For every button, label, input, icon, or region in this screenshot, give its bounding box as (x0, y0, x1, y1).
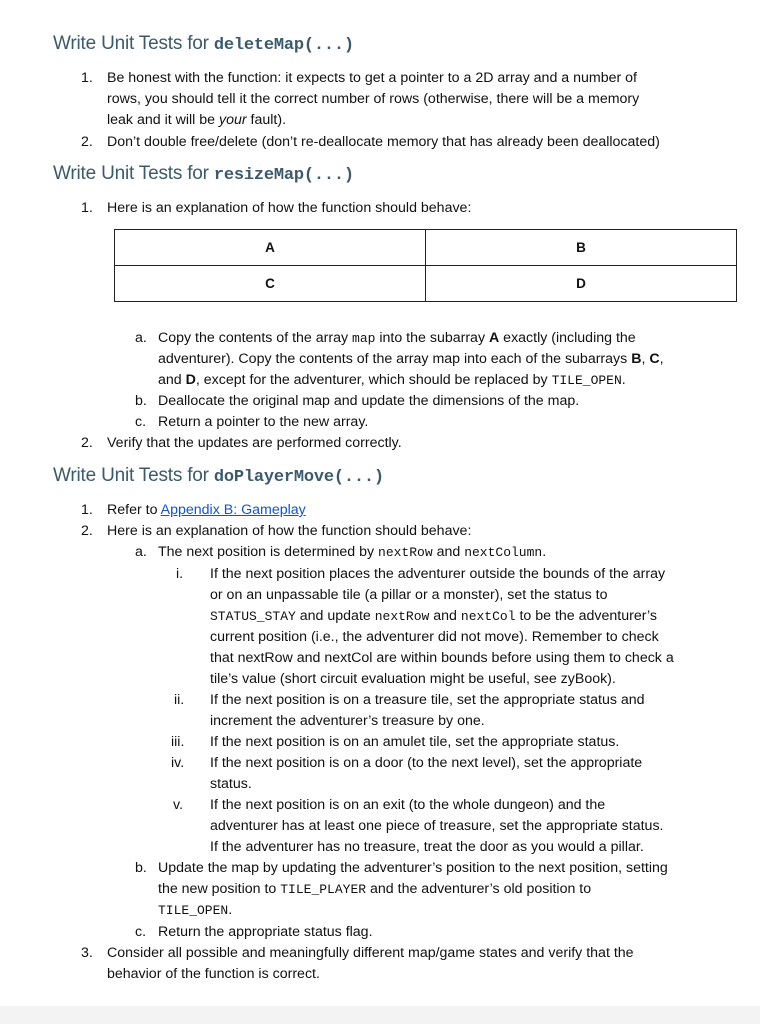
heading-code: doPlayerMove(...) (213, 468, 384, 487)
list-letter: a. (135, 330, 147, 346)
inline-code: TILE_OPEN (551, 373, 622, 388)
inline-code: nextRow (374, 609, 430, 624)
list-item-text: that nextRow and nextCol are within bounds before using them to check a (210, 650, 674, 666)
list-roman: i. (176, 566, 184, 582)
appendix-link[interactable]: Appendix B: Gameplay (160, 502, 306, 518)
table-cell-d: D (426, 266, 737, 302)
list-item-text: If the next position is on a treasure tile, set the appropriate status and (210, 692, 645, 708)
list-item-text: If the next position places the adventurer outside the bounds of the array (210, 566, 666, 582)
list-item-text: leak and it will be your fault). (107, 112, 287, 128)
list-roman: ii. (174, 692, 185, 708)
list-item-text: If the next position is on an amulet tile, set the appropriate status. (210, 734, 620, 750)
list-item-text: Consider all possible and meaningfully different map/game states and verify that the (107, 945, 634, 961)
inline-code: map (352, 331, 376, 346)
quadrant-table (114, 229, 737, 302)
inline-code: TILE_OPEN (158, 903, 229, 918)
list-number: 2. (81, 523, 93, 539)
list-item-text: Here is an explanation of how the function should behave: (107, 523, 472, 539)
list-letter: b. (135, 393, 147, 409)
table-cell-a: A (115, 230, 426, 266)
table-row (115, 230, 737, 266)
list-item-text: Update the map by updating the adventurer’s position to the next position, setting (158, 860, 668, 876)
list-item-text: rows, you should tell it the correct number of rows (otherwise, there will be a memory (107, 91, 640, 107)
page-bottom-band (0, 1006, 760, 1024)
list-item-text: or on an unpassable tile (a pillar or a monster), set the status to (210, 587, 608, 603)
heading-resize-map: Write Unit Tests for resizeMap(...) (53, 163, 354, 185)
emphasis: your (218, 112, 247, 128)
table-cell-b: B (426, 230, 737, 266)
inline-code: nextCol (460, 609, 516, 624)
list-item-text: If the next position is on an exit (to the whole dungeon) and the (210, 797, 606, 813)
list-letter: c. (135, 924, 147, 940)
list-item-text: status. (210, 776, 252, 792)
inline-code: nextRow (378, 545, 433, 560)
list-item-text: Be honest with the function: it expects to get a pointer to a 2D array and a number of (107, 70, 637, 86)
inline-code: nextColumn (464, 545, 543, 560)
list-item-text: The next position is determined by nextRow and nextColumn. (158, 544, 547, 560)
inline-code: STATUS_STAY (210, 609, 296, 624)
list-item-text: increment the adventurer’s treasure by one. (210, 713, 485, 729)
list-number: 1. (81, 200, 93, 216)
list-item-text: the new position to TILE_PLAYER and the adventurer’s old position to (158, 881, 592, 897)
list-item-text: tile’s value (short circuit evaluation might be useful, see zyBook). (210, 671, 616, 687)
list-number: 1. (81, 70, 93, 86)
list-item-text: Refer to Appendix B: Gameplay (107, 502, 306, 518)
heading-code: deleteMap(...) (213, 36, 354, 55)
inline-code: TILE_PLAYER (280, 882, 367, 897)
list-number: 2. (81, 134, 93, 150)
list-number: 2. (81, 435, 93, 451)
list-item-text: behavior of the function is correct. (107, 966, 320, 982)
list-item-text: Don’t double free/delete (don’t re-deallocate memory that has already been deallocated) (107, 134, 660, 150)
list-item-text: adventurer has at least one piece of treasure, set the appropriate status. (210, 818, 664, 834)
list-letter: a. (135, 544, 147, 560)
list-item-text: TILE_OPEN. (158, 902, 233, 918)
list-item-text: Here is an explanation of how the function should behave: (107, 200, 472, 216)
list-item-text: STATUS_STAY and update nextRow and nextCol to be the adventurer’s (210, 608, 657, 624)
list-number: 3. (81, 945, 93, 961)
list-item-text: If the adventurer has no treasure, treat the door as you would a pillar. (210, 839, 644, 855)
heading-delete-map: Write Unit Tests for deleteMap(...) (53, 33, 354, 55)
list-roman: iii. (171, 734, 185, 750)
list-item-text: current position (i.e., the adventurer did not move). Remember to check (210, 629, 659, 645)
list-item-text: adventurer). Copy the contents of the array map into each of the subarrays B, C, (158, 351, 664, 367)
list-letter: b. (135, 860, 147, 876)
list-item-text: Deallocate the original map and update the dimensions of the map. (158, 393, 580, 409)
list-roman: v. (173, 797, 183, 813)
list-item-text: Return the appropriate status flag. (158, 924, 373, 940)
list-roman: iv. (171, 755, 185, 771)
list-item-text: Copy the contents of the array map into the subarray A exactly (including the (158, 330, 636, 346)
list-item-text: Verify that the updates are performed correctly. (107, 435, 402, 451)
list-item-text: If the next position is on a door (to the next level), set the appropriate (210, 755, 643, 771)
table-row (115, 266, 737, 302)
heading-do-player-move: Write Unit Tests for doPlayerMove(...) (53, 465, 384, 487)
list-item-text: Return a pointer to the new array. (158, 414, 369, 430)
heading-code: resizeMap(...) (213, 166, 354, 185)
list-item-text: and D, except for the adventurer, which should be replaced by TILE_OPEN. (158, 372, 626, 388)
list-letter: c. (135, 414, 147, 430)
list-number: 1. (81, 502, 93, 518)
table-cell-c: C (115, 266, 426, 302)
